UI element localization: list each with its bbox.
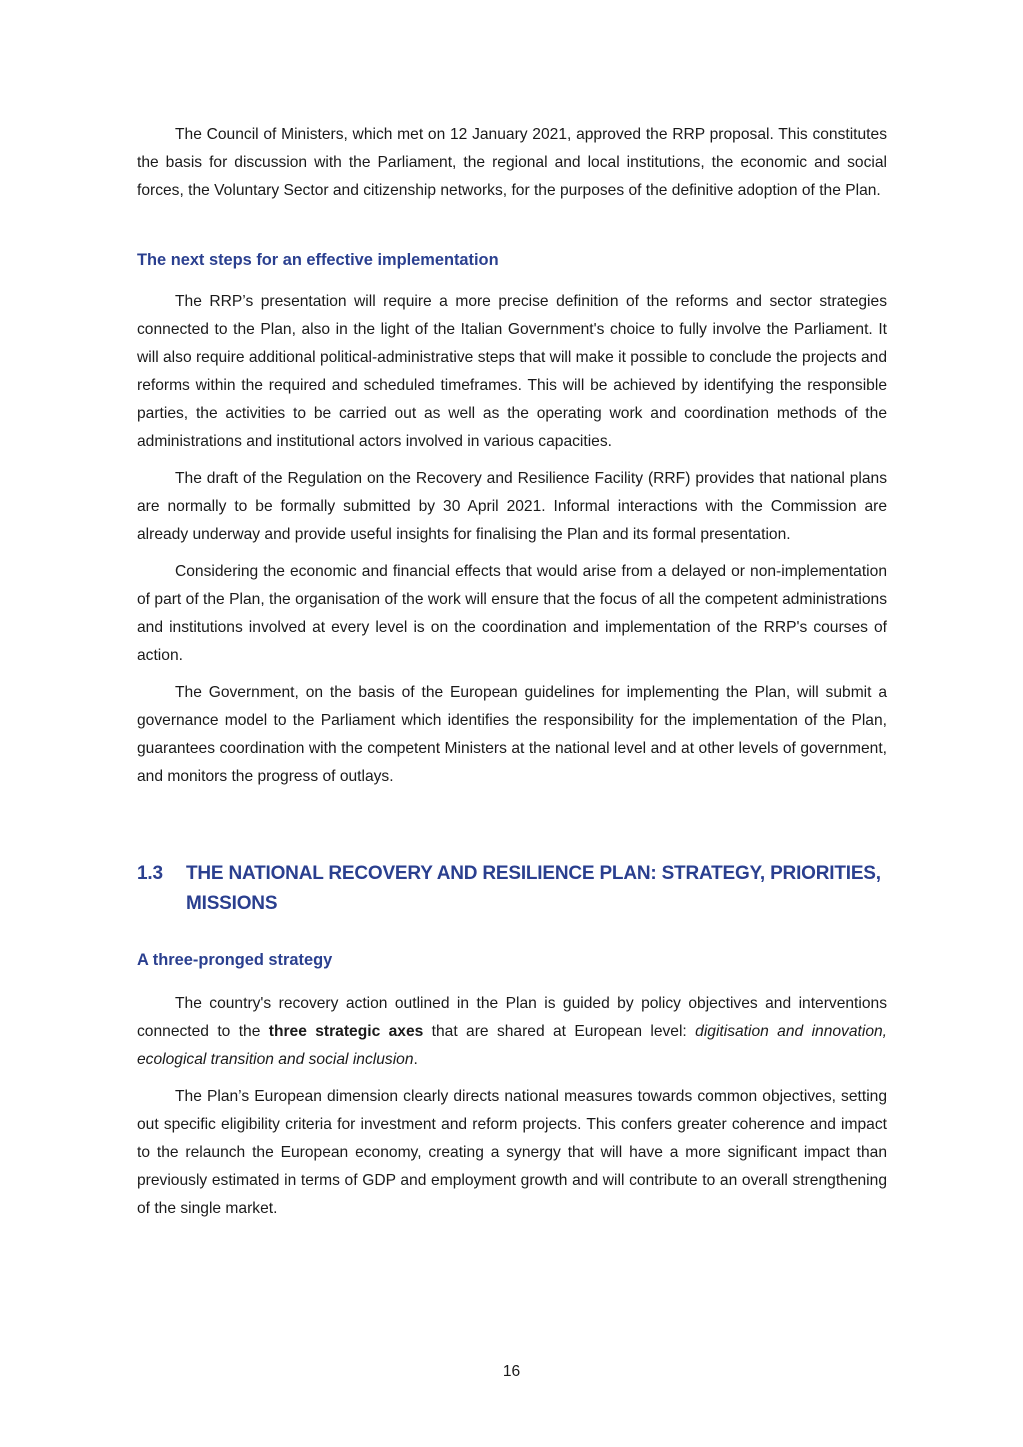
strategy-p1-bold: three strategic axes <box>268 1023 424 1040</box>
page-content <box>137 121 887 1232</box>
strategy-paragraph-1 <box>137 990 887 1074</box>
section-number: 1.3 <box>137 863 163 884</box>
page-number: 16 <box>502 1363 521 1380</box>
next-steps-paragraph-4: The Government, on the basis of the European guidelines for implementing the Plan, will submit a governance model to the Parliament which identifies the responsibility for the implementation of the Plan, guarantees coordination with the competent Ministers at the national level and at other levels of government, and monitors the progress of outlays. <box>137 684 887 785</box>
strategy-heading: A three-pronged strategy <box>137 951 333 969</box>
strategy-p1-text-b: that are shared at European level: <box>423 1023 696 1040</box>
next-steps-heading: The next steps for an effective implementation <box>137 251 499 269</box>
next-steps-paragraph-3: Considering the economic and financial effects that would arise from a delayed or non-implementation of part of the Plan, the organisation of the work will ensure that the focus of all the competent administrations and institutions involved at every level is on the coordination and implementation of the RRP's courses of action. <box>137 563 887 664</box>
intro-paragraph: The Council of Ministers, which met on 12 January 2021, approved the RRP proposal. This constitutes the basis for discussion with the Parliament, the regional and local institutions, the economic and social forces, the Voluntary Sector and citizenship networks, for the purposes of the definitive adoption of the Plan. <box>137 126 887 199</box>
next-steps-paragraph-2: The draft of the Regulation on the Recovery and Resilience Facility (RRF) provides that national plans are normally to be formally submitted by 30 April 2021. Informal interactions with the Commission are already underway and provide useful insights for finalising the Plan and its formal presentation. <box>137 470 887 543</box>
section-heading <box>137 859 887 919</box>
strategy-paragraph-2: The Plan’s European dimension clearly directs national measures towards common objectives, setting out specific eligibility criteria for investment and reform projects. This confers greater coherence and impact to the relaunch the European economy, creating a synergy that will have a more significant impact than previously estimated in terms of GDP and employment growth and will contribute to an overall strengthening of the single market. <box>137 1088 887 1217</box>
section-title: THE NATIONAL RECOVERY AND RESILIENCE PLAN: STRATEGY, PRIORITIES, MISSIONS <box>186 863 881 914</box>
next-steps-paragraph-1: The RRP’s presentation will require a more precise definition of the reforms and sector strategies connected to the Plan, also in the light of the Italian Government's choice to fully involve the Parliament. It will also require additional political-administrative steps that will make it possible to conclude the projects and reforms within the required and scheduled timeframes. This will be achieved by identifying the responsible parties, the activities to be carried out as well as the operating work and coordination methods of the administrations and institutional actors involved in various capacities. <box>137 293 887 450</box>
strategy-p1-text-a: The country's recovery action outlined in the Plan is guided by policy objectives and interventions connected to the <box>137 995 887 1040</box>
strategy-p1-text-c: . <box>413 1051 418 1068</box>
strategy-p1-italic: digitisation and innovation, ecological transition and social inclusion <box>137 1023 887 1068</box>
